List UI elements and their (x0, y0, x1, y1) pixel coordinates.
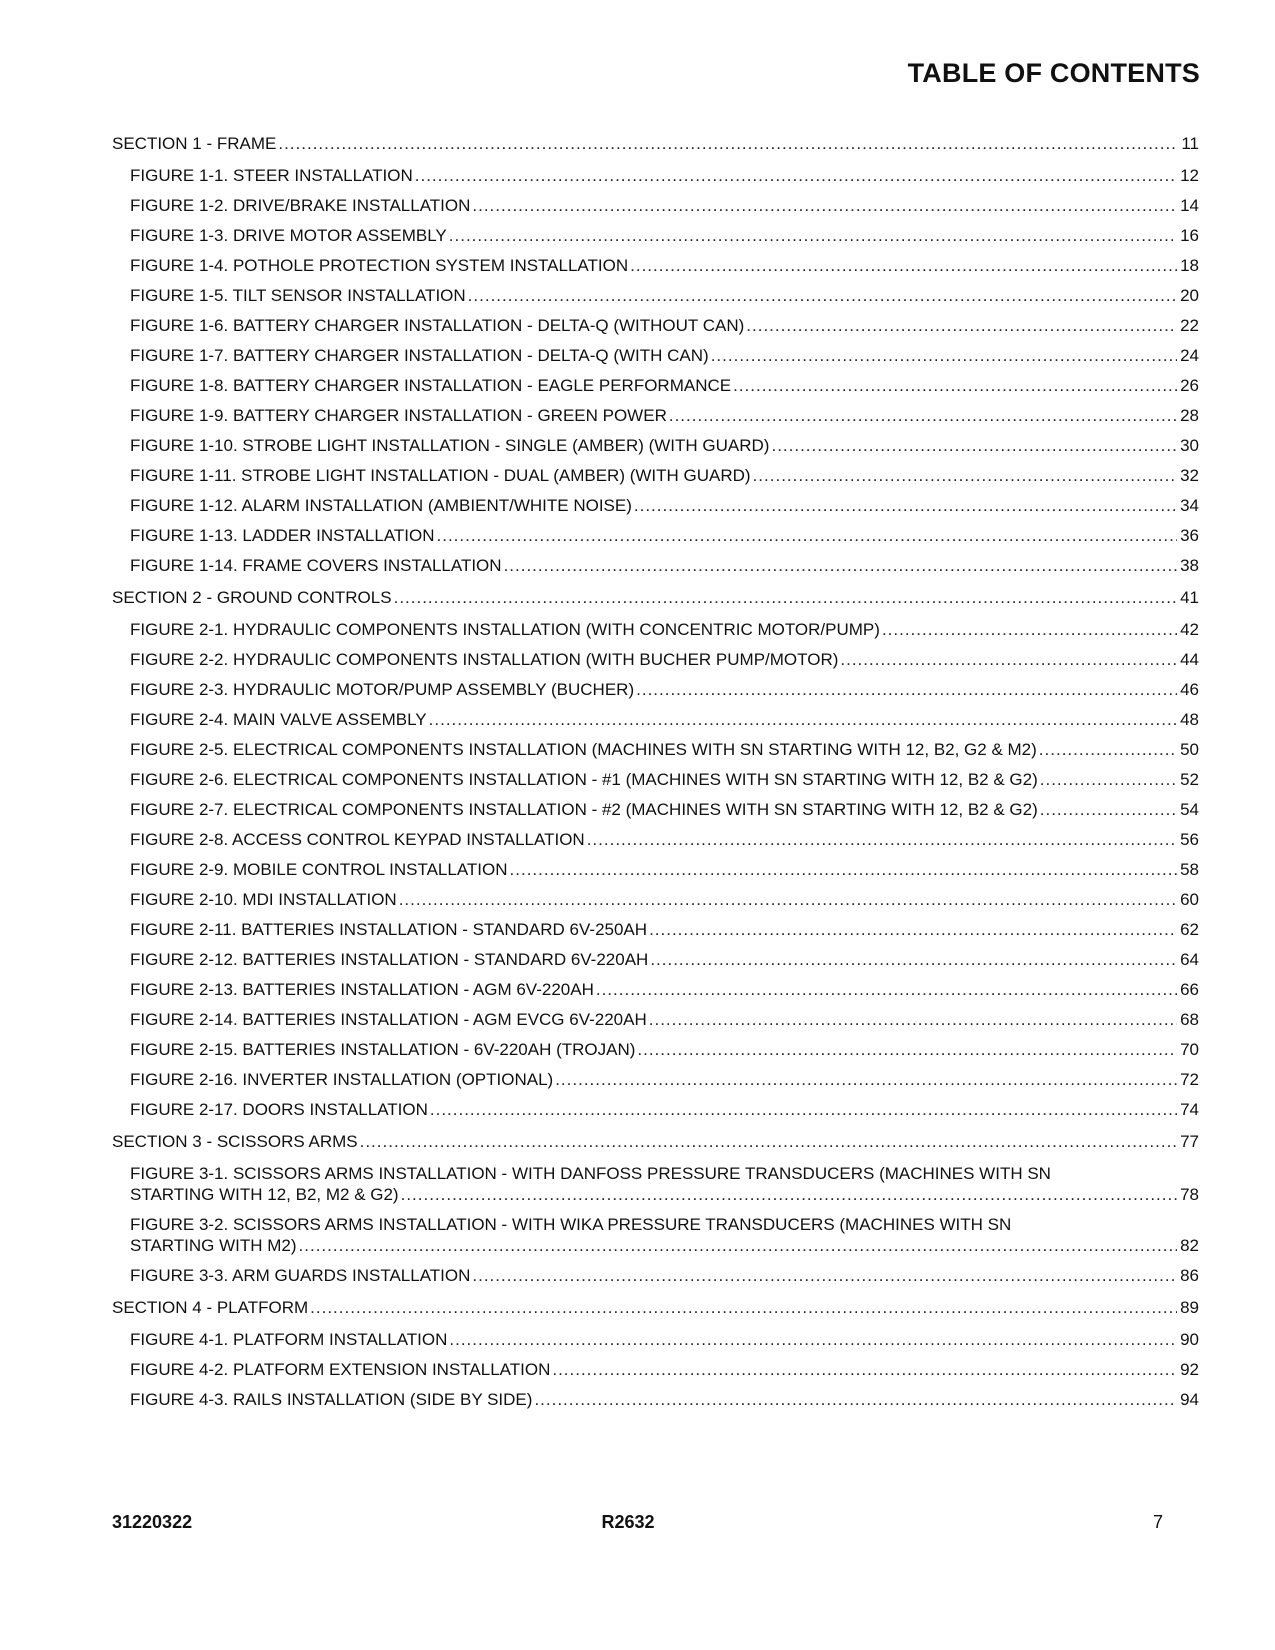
dot-leader (401, 1184, 1177, 1205)
page-number: 56 (1180, 830, 1199, 849)
section-entry[interactable] (112, 1297, 1199, 1318)
figure-list (112, 1329, 1199, 1410)
toc-section-2 (112, 587, 1199, 1120)
figure-title: FIGURE 2-16. INVERTER INSTALLATION (OPTIONAL) (130, 1070, 554, 1089)
figure-title: FIGURE 2-2. HYDRAULIC COMPONENTS INSTALLATION (WITH BUCHER PUMP/MOTOR) (130, 650, 839, 669)
dot-leader (415, 165, 1177, 186)
dot-leader (733, 375, 1177, 396)
figure-title: FIGURE 2-11. BATTERIES INSTALLATION - STANDARD 6V-250AH (130, 920, 648, 939)
page-number: 82 (1180, 1236, 1199, 1255)
page-number: 89 (1180, 1298, 1199, 1317)
figure-title-continued: STARTING WITH M2) (130, 1236, 297, 1255)
figure-entry[interactable] (130, 1099, 1199, 1120)
page-number: 90 (1180, 1330, 1199, 1349)
page-number: 58 (1180, 860, 1199, 879)
section-entry[interactable] (112, 133, 1199, 154)
figure-title: FIGURE 1-14. FRAME COVERS INSTALLATION (130, 556, 502, 575)
section-title: SECTION 1 - FRAME (112, 134, 277, 153)
figure-entry[interactable] (130, 555, 1199, 576)
page-number: 64 (1180, 950, 1199, 969)
figure-title: FIGURE 2-17. DOORS INSTALLATION (130, 1100, 428, 1119)
figure-entry[interactable] (130, 799, 1199, 820)
figure-entry[interactable] (130, 649, 1199, 670)
figure-title: FIGURE 4-1. PLATFORM INSTALLATION (130, 1330, 448, 1349)
figure-title: FIGURE 2-8. ACCESS CONTROL KEYPAD INSTALLATION (130, 830, 585, 849)
section-entry[interactable] (112, 1131, 1199, 1152)
page-number: 20 (1180, 286, 1199, 305)
figure-title: FIGURE 1-7. BATTERY CHARGER INSTALLATION - DELTA-Q (WITH CAN) (130, 346, 709, 365)
figure-title: FIGURE 3-3. ARM GUARDS INSTALLATION (130, 1266, 471, 1285)
page-number: 30 (1180, 436, 1199, 455)
page-number: 34 (1180, 496, 1199, 515)
figure-entry[interactable] (130, 1069, 1199, 1090)
figure-title: FIGURE 1-9. BATTERY CHARGER INSTALLATION - GREEN POWER (130, 406, 667, 425)
figure-entry[interactable] (130, 889, 1199, 910)
page-number: 72 (1180, 1070, 1199, 1089)
figure-entry[interactable] (130, 1329, 1199, 1350)
figure-title: FIGURE 1-8. BATTERY CHARGER INSTALLATION - EAGLE PERFORMANCE (130, 376, 732, 395)
page-number: 26 (1180, 376, 1199, 395)
page-number: 14 (1180, 196, 1199, 215)
figure-title: FIGURE 1-6. BATTERY CHARGER INSTALLATION - DELTA-Q (WITHOUT CAN) (130, 316, 745, 335)
dot-leader (650, 949, 1177, 970)
dot-leader (1040, 799, 1177, 820)
figure-entry[interactable] (130, 1163, 1199, 1205)
page-number: 36 (1180, 526, 1199, 545)
model-number: R2632 (601, 1512, 655, 1532)
dot-leader (630, 255, 1177, 276)
dot-leader (472, 1265, 1177, 1286)
dot-leader (552, 1359, 1177, 1380)
figure-entry[interactable] (130, 1359, 1199, 1380)
dot-leader (449, 225, 1177, 246)
figure-entry[interactable] (130, 255, 1199, 276)
dot-leader (596, 979, 1177, 1000)
toc-section-3 (112, 1131, 1199, 1286)
page-number: 52 (1180, 770, 1199, 789)
figure-entry[interactable] (130, 619, 1199, 640)
page-number: 16 (1180, 226, 1199, 245)
figure-title: FIGURE 2-4. MAIN VALVE ASSEMBLY (130, 710, 427, 729)
dot-leader (429, 709, 1177, 730)
figure-list (112, 1163, 1199, 1286)
figure-title: FIGURE 2-12. BATTERIES INSTALLATION - STANDARD 6V-220AH (130, 950, 649, 969)
figure-entry[interactable] (130, 739, 1199, 760)
figure-entry[interactable] (130, 315, 1199, 336)
page-number: 48 (1180, 710, 1199, 729)
figure-title: FIGURE 2-1. HYDRAULIC COMPONENTS INSTALLATION (WITH CONCENTRIC MOTOR/PUMP) (130, 620, 880, 639)
dot-leader (310, 1297, 1177, 1318)
figure-entry[interactable] (130, 1009, 1199, 1030)
page-number: 28 (1180, 406, 1199, 425)
figure-title: FIGURE 1-5. TILT SENSOR INSTALLATION (130, 286, 466, 305)
dot-leader (771, 435, 1177, 456)
page-number: 62 (1180, 920, 1199, 939)
figure-entry[interactable] (130, 949, 1199, 970)
figure-list (112, 619, 1199, 1120)
figure-title: FIGURE 4-2. PLATFORM EXTENSION INSTALLATION (130, 1360, 551, 1379)
page-number: 44 (1180, 650, 1199, 669)
figure-title: FIGURE 2-14. BATTERIES INSTALLATION - AGM EVCG 6V-220AH (130, 1010, 647, 1029)
figure-entry[interactable] (130, 769, 1199, 790)
figure-entry[interactable] (130, 495, 1199, 516)
figure-title: FIGURE 2-9. MOBILE CONTROL INSTALLATION (130, 860, 508, 879)
figure-title: FIGURE 2-6. ELECTRICAL COMPONENTS INSTALLATION - #1 (MACHINES WITH SN STARTING WITH 12, B2 & G2) (130, 770, 1038, 789)
page-footer (112, 1512, 1163, 1536)
figure-entry[interactable] (130, 435, 1199, 456)
figure-entry[interactable] (130, 859, 1199, 880)
figure-entry[interactable] (130, 225, 1199, 246)
figure-entry[interactable] (130, 829, 1199, 850)
page-number: 68 (1180, 1010, 1199, 1029)
page-number: 86 (1180, 1266, 1199, 1285)
dot-leader (534, 1389, 1177, 1410)
toc-section-1 (112, 133, 1199, 576)
page-number: 11 (1181, 134, 1199, 153)
page-number: 32 (1180, 466, 1199, 485)
figure-entry[interactable] (130, 1389, 1199, 1410)
page-number: 38 (1180, 556, 1199, 575)
page-number: 50 (1180, 740, 1199, 759)
dot-leader (840, 649, 1177, 670)
dot-leader (449, 1329, 1177, 1350)
dot-leader (882, 619, 1177, 640)
figure-entry[interactable] (130, 1039, 1199, 1060)
page-number: 94 (1180, 1390, 1199, 1409)
section-title: SECTION 3 - SCISSORS ARMS (112, 1132, 358, 1151)
page-number: 54 (1180, 800, 1199, 819)
dot-leader (510, 859, 1178, 880)
page-number: 70 (1180, 1040, 1199, 1059)
figure-title: FIGURE 1-13. LADDER INSTALLATION (130, 526, 435, 545)
figure-title: FIGURE 2-13. BATTERIES INSTALLATION - AGM 6V-220AH (130, 980, 594, 999)
figure-entry[interactable] (130, 525, 1199, 546)
dot-leader (399, 889, 1177, 910)
figure-title: FIGURE 3-1. SCISSORS ARMS INSTALLATION - WITH DANFOSS PRESSURE TRANSDUCERS (MACHINES WITH SN (130, 1164, 1051, 1183)
page-number-footer: 7 (1152, 1512, 1163, 1532)
figure-entry[interactable] (130, 709, 1199, 730)
section-title: SECTION 2 - GROUND CONTROLS (112, 588, 392, 607)
dot-leader (587, 829, 1177, 850)
figure-title: FIGURE 2-3. HYDRAULIC MOTOR/PUMP ASSEMBLY (BUCHER) (130, 680, 635, 699)
page-number: 77 (1180, 1132, 1199, 1151)
figure-title-continued: STARTING WITH 12, B2, M2 & G2) (130, 1185, 399, 1204)
figure-title: FIGURE 2-10. MDI INSTALLATION (130, 890, 397, 909)
section-entry[interactable] (112, 587, 1199, 608)
figure-entry[interactable] (130, 345, 1199, 366)
figure-title: FIGURE 1-3. DRIVE MOTOR ASSEMBLY (130, 226, 447, 245)
figure-list (112, 165, 1199, 576)
figure-entry[interactable] (130, 1214, 1199, 1256)
figure-title: FIGURE 1-11. STROBE LIGHT INSTALLATION - DUAL (AMBER) (WITH GUARD) (130, 466, 751, 485)
table-of-contents (112, 133, 1199, 1419)
page-number: 42 (1180, 620, 1199, 639)
dot-leader (636, 679, 1177, 700)
figure-entry[interactable] (130, 405, 1199, 426)
figure-entry[interactable] (130, 979, 1199, 1000)
page-number: 22 (1180, 316, 1199, 335)
dot-leader (437, 525, 1178, 546)
figure-entry[interactable] (130, 1265, 1199, 1286)
page-number: 46 (1180, 680, 1199, 699)
figure-title: FIGURE 1-1. STEER INSTALLATION (130, 166, 413, 185)
figure-entry[interactable] (130, 465, 1199, 486)
figure-entry[interactable] (130, 919, 1199, 940)
figure-title: FIGURE 1-2. DRIVE/BRAKE INSTALLATION (130, 196, 471, 215)
page-number: 78 (1180, 1185, 1199, 1204)
dot-leader (299, 1235, 1178, 1256)
figure-title: FIGURE 3-2. SCISSORS ARMS INSTALLATION - WITH WIKA PRESSURE TRANSDUCERS (MACHINES WITH SN (130, 1215, 1012, 1234)
toc-section-4 (112, 1297, 1199, 1410)
figure-title: FIGURE 1-4. POTHOLE PROTECTION SYSTEM INSTALLATION (130, 256, 629, 275)
dot-leader (430, 1099, 1177, 1120)
figure-title: FIGURE 1-12. ALARM INSTALLATION (AMBIENT/WHITE NOISE) (130, 496, 632, 515)
dot-leader (753, 465, 1178, 486)
dot-leader (360, 1131, 1177, 1152)
dot-leader (746, 315, 1177, 336)
figure-entry[interactable] (130, 285, 1199, 306)
section-title: SECTION 4 - PLATFORM (112, 1298, 309, 1317)
dot-leader (634, 495, 1177, 516)
dot-leader (472, 195, 1177, 216)
figure-title: FIGURE 4-3. RAILS INSTALLATION (SIDE BY SIDE) (130, 1390, 533, 1409)
figure-entry[interactable] (130, 165, 1199, 186)
dot-leader (711, 345, 1177, 366)
dot-leader (669, 405, 1177, 426)
page-number: 41 (1180, 588, 1199, 607)
figure-title: FIGURE 2-15. BATTERIES INSTALLATION - 6V-220AH (TROJAN) (130, 1040, 636, 1059)
dot-leader (278, 133, 1178, 154)
figure-entry[interactable] (130, 679, 1199, 700)
dot-leader (637, 1039, 1177, 1060)
page-number: 12 (1180, 166, 1199, 185)
dot-leader (649, 1009, 1177, 1030)
figure-entry[interactable] (130, 375, 1199, 396)
dot-leader (1040, 769, 1177, 790)
figure-title: FIGURE 1-10. STROBE LIGHT INSTALLATION - SINGLE (AMBER) (WITH GUARD) (130, 436, 770, 455)
dot-leader (504, 555, 1178, 576)
figure-title: FIGURE 2-7. ELECTRICAL COMPONENTS INSTALLATION - #2 (MACHINES WITH SN STARTING WITH 12, B2 & G2) (130, 800, 1038, 819)
document-number: 31220322 (112, 1512, 193, 1532)
page-number: 92 (1180, 1360, 1199, 1379)
page-number: 24 (1180, 346, 1199, 365)
figure-title: FIGURE 2-5. ELECTRICAL COMPONENTS INSTALLATION (MACHINES WITH SN STARTING WITH 12, B2, G2 & M2) (130, 740, 1037, 759)
page-number: 18 (1180, 256, 1199, 275)
page-number: 74 (1180, 1100, 1199, 1119)
figure-entry[interactable] (130, 195, 1199, 216)
dot-leader (649, 919, 1177, 940)
page-number: 60 (1180, 890, 1199, 909)
dot-leader (468, 285, 1177, 306)
dot-leader (1039, 739, 1177, 760)
dot-leader (394, 587, 1177, 608)
page-title: TABLE OF CONTENTS (907, 58, 1200, 88)
dot-leader (555, 1069, 1177, 1090)
page-number: 66 (1180, 980, 1199, 999)
